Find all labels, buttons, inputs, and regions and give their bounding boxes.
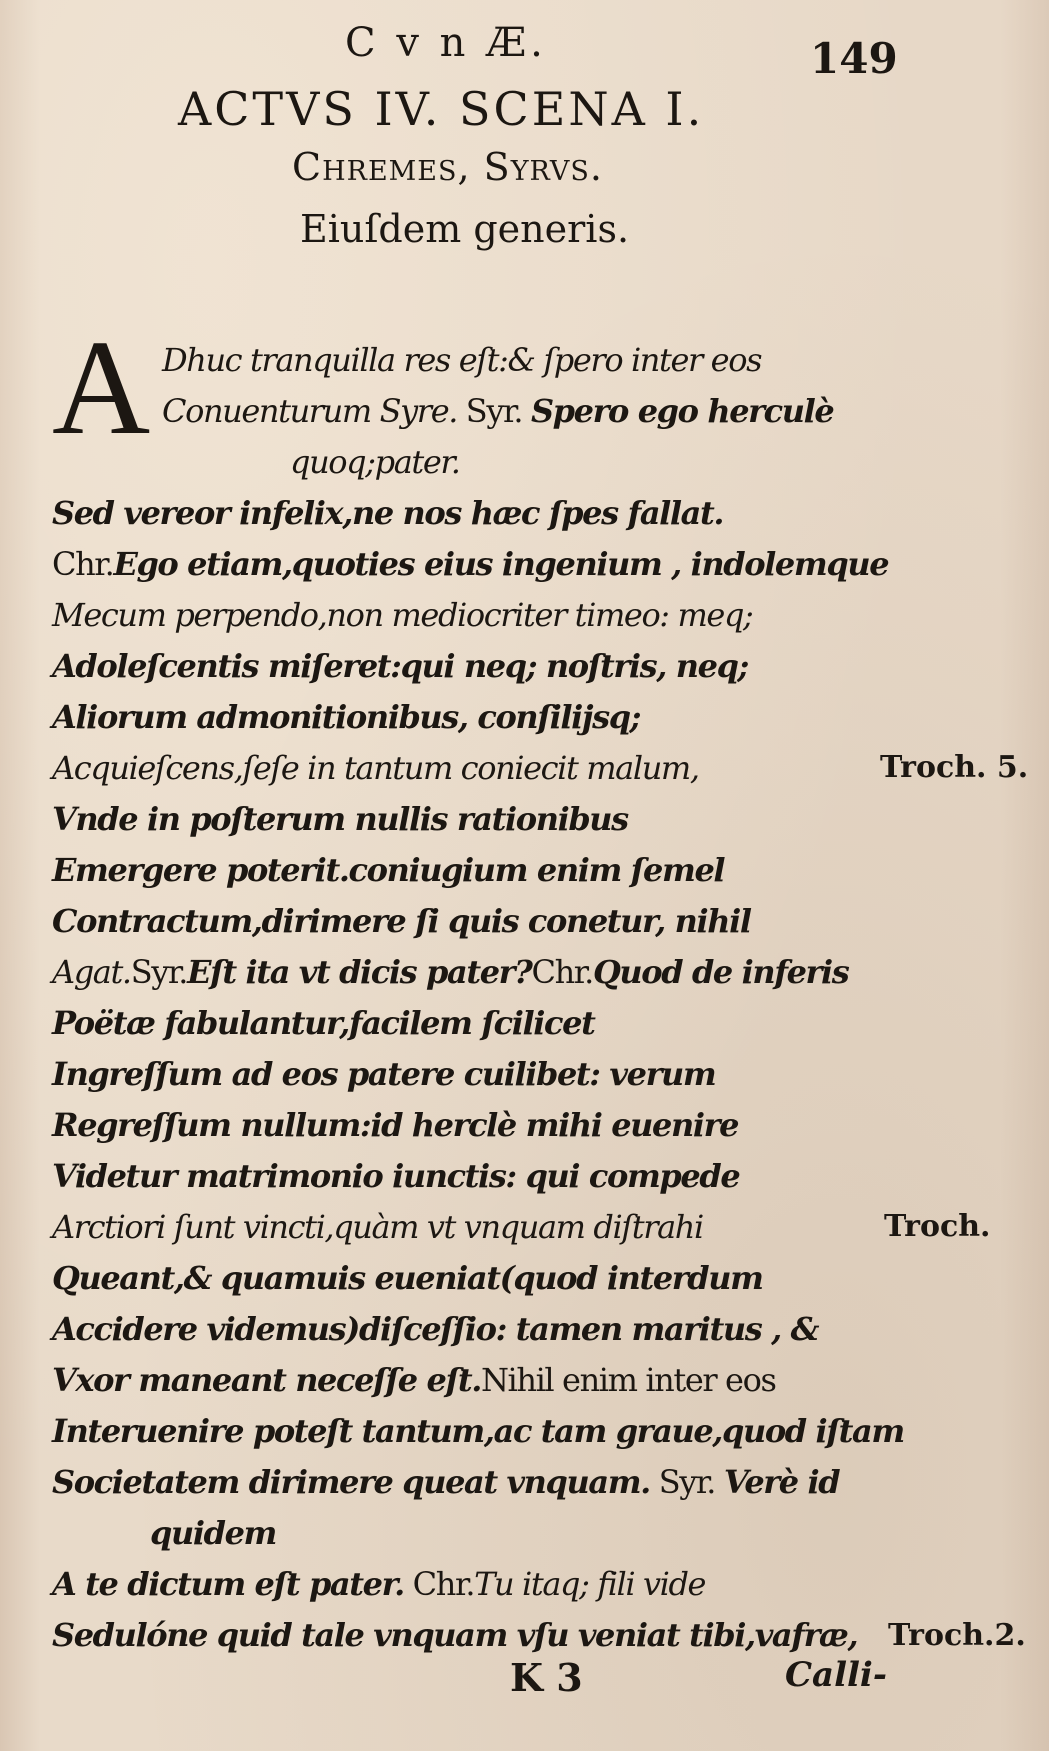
verse-line: Emergere poterit.coniugium enim ſemel [52, 851, 725, 889]
verse-line: quidem [150, 1514, 276, 1552]
verse-line: Adoleſcentis miſeret:qui neq; noſtris, neq; [52, 647, 748, 685]
page-number: 149 [810, 34, 898, 83]
verse-line: Vnde in poſterum nullis rationibus [52, 800, 628, 838]
verse-line: Dhuc tranquilla res eſt:& ſpero inter eos [162, 341, 762, 379]
speaker-label: Syr. [658, 1463, 716, 1501]
signature-mark: K 3 [510, 1655, 583, 1700]
verse-line: quoq;pater. [290, 443, 460, 481]
genre-heading: Eiuſdem generis. [300, 207, 630, 251]
margin-note: Troch. [884, 1209, 991, 1244]
verse-line: Sedulóne quid tale vnquam vſu veniat tibi,vafræ, [52, 1616, 858, 1654]
verse-line: Mecum perpendo,non mediocriter timeo: meq; [52, 596, 753, 634]
speaker-label: Chr. [531, 953, 593, 991]
speaker-label: Chr. [412, 1565, 475, 1603]
verse-line: Videtur matrimonio iunctis: qui compede [52, 1157, 740, 1195]
verse-line: Regreſſum nullum:id herclè mihi euenire [52, 1106, 739, 1144]
verse-line: Queant,& quamuis eueniat(quod interdum [52, 1259, 763, 1297]
verse-line: Contractum,dirimere ſi quis conetur, nihil [52, 902, 751, 940]
running-head: C v n Æ. [345, 20, 547, 66]
verse-line: Poëtæ fabulantur,facilem ſcilicet [52, 1004, 595, 1042]
verse-line: Arctiori ſunt vincti,quàm vt vnquam diſtrahi [52, 1208, 703, 1246]
verse-line: Conuenturum Syre. Syr. Spero ego herculè [162, 392, 834, 430]
verse-line: A te dictum eſt pater. Chr.Tu itaq; fili vide [52, 1565, 706, 1603]
act-title: ACTVS IV. SCENA I. [178, 82, 705, 136]
speakers-heading: Chremes, Syrvs. [292, 145, 603, 189]
speaker-label: Syr. [465, 392, 523, 430]
verse-line: Accidere videmus)diſceſſio: tamen maritus , & [52, 1310, 819, 1348]
catchword: Calli- [785, 1655, 887, 1695]
margin-note: Troch.2. [888, 1618, 1026, 1653]
drop-cap-initial: A [52, 313, 151, 463]
verse-line: Agat.Syr.Eſt ita vt dicis pater?Chr.Quod de inferis [52, 953, 849, 991]
verse-line: Aliorum admonitionibus, conſilijsq; [52, 698, 641, 736]
verse-line: Vxor maneant neceſſe eſt.Nihil enim inter eos [52, 1361, 776, 1399]
verse-line: Ingreſſum ad eos patere cuilibet: verum [52, 1055, 716, 1093]
verse-line: Acquieſcens,ſeſe in tantum coniecit malum, [52, 749, 699, 787]
speaker-label: Chr. [52, 545, 114, 583]
speaker-label: Syr. [130, 953, 188, 991]
verse-line: Sed vereor infelix,ne nos hæc ſpes fallat. [52, 494, 724, 532]
margin-note: Troch. 5. [880, 750, 1029, 785]
verse-line: Societatem dirimere queat vnquam. Syr. Verè id [52, 1463, 840, 1501]
verse-line: Interuenire poteſt tantum,ac tam graue,quod iſtam [52, 1412, 904, 1450]
verse-line: Chr.Ego etiam,quoties eius ingenium , indolemque [52, 545, 889, 583]
